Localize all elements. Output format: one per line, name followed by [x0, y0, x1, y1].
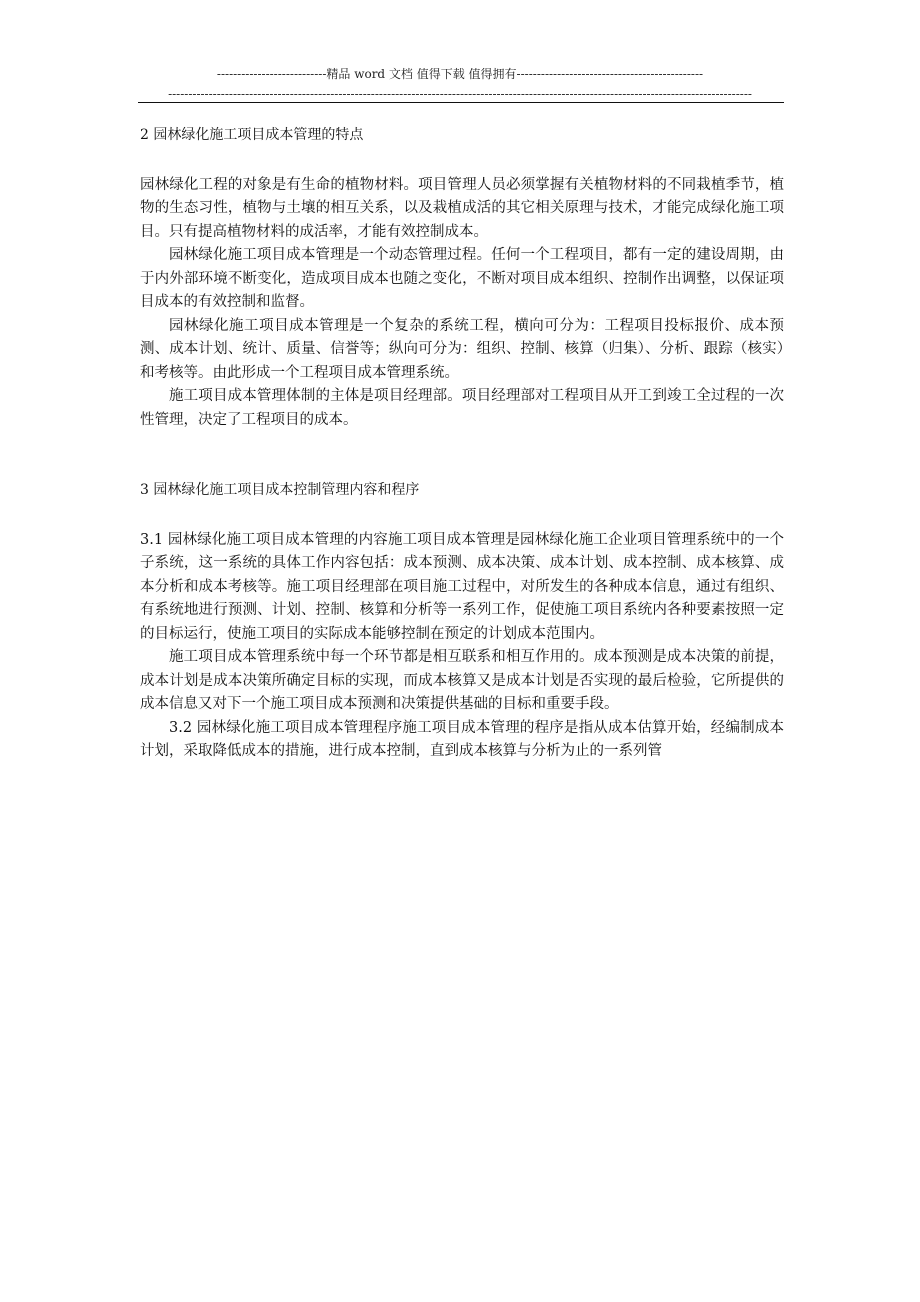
page-header-banner: ---------------------------精品 word 文档 值得下载 值得拥有---------------------------------------------- — [216, 67, 704, 81]
section-3-paragraph: 施工项目成本管理系统中每一个环节都是相互联系和相互作用的。成本预测是成本决策的前提，成本计划是成本决策所确定目标的实现，而成本核算又是成本计划是否实现的最后检验，它所提供的成本信息又对下一个施工项目成本预测和决策提供基础的目标和重要手段。 — [140, 649, 784, 712]
section-2-heading: 2 园林绿化施工项目成本管理的特点 — [140, 127, 364, 143]
section-3-paragraph: 3.1 园林绿化施工项目成本管理的内容施工项目成本管理是园林绿化施工企业项目管理系统中的一个子系统，这一系统的具体工作内容包括：成本预测、成本决策、成本计划、成本控制、成本核算、成本分析和成本考核等。施工项目经理部在项目施工过程中，对所发生的各种成本信息，通过有组织、有系统地进行预测、计划、控制、核算和分析等一系列工作，促使施工项目系统内各种要素按照一定的目标运行，使施工项目的实际成本能够控制在预定的计划成本范围内。 — [140, 531, 784, 642]
section-2-paragraph: 园林绿化工程的对象是有生命的植物材料。项目管理人员必须掌握有关植物材料的不同栽植季节，植物的生态习性，植物与土壤的相互关系，以及栽植成活的其它相关原理与技术，才能完成绿化施工项目。只有提高植物材料的成活率，才能有效控制成本。 — [140, 176, 784, 240]
page-header-dashes: ------------------------------------------------------------------------------------------------------------------------------------------------ — [168, 87, 752, 101]
section-2-paragraph: 园林绿化施工项目成本管理是一个复杂的系统工程，横向可分为：工程项目投标报价、成本预测、成本计划、统计、质量、信誉等；纵向可分为：组织、控制、核算（归集）、分析、跟踪（核实）和考核等。由此形成一个工程项目成本管理系统。 — [140, 317, 784, 381]
section-3-heading: 3 园林绿化施工项目成本控制管理内容和程序 — [140, 482, 420, 498]
document-body — [140, 124, 784, 764]
section-3-paragraph: 3.2 园林绿化施工项目成本管理程序施工项目成本管理的程序是指从成本估算开始，经编制成本计划，采取降低成本的措施，进行成本控制，直到成本核算与分析为止的一系列管 — [140, 719, 784, 759]
header-rule — [138, 102, 784, 103]
section-2-paragraph: 园林绿化施工项目成本管理是一个动态管理过程。任何一个工程项目，都有一定的建设周期，由于内外部环境不断变化，造成项目成本也随之变化，不断对项目成本组织、控制作出调整，以保证项目成本的有效控制和监督。 — [140, 247, 784, 310]
section-2-paragraph: 施工项目成本管理体制的主体是项目经理部。项目经理部对工程项目从开工到竣工全过程的一次性管理，决定了工程项目的成本。 — [140, 388, 784, 428]
